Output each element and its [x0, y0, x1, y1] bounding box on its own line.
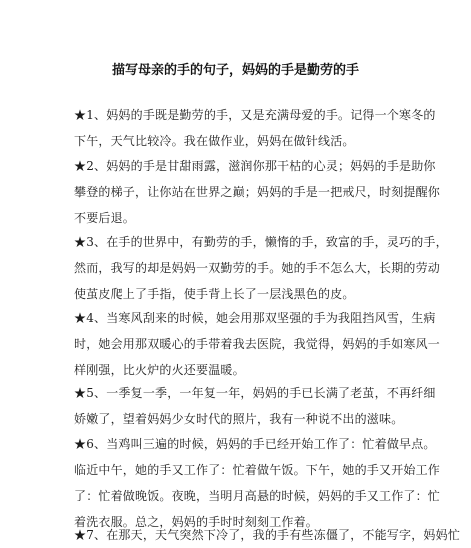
paragraph-3	[74, 229, 448, 307]
paragraph-line: ★3、在手的世界中，有勤劳的手，懒惰的手，致富的手，灵巧的手，	[74, 235, 448, 249]
paragraph-line: 时，她会用那双暖心的手带着我去医院，我觉得，妈妈的手如寒风一	[74, 337, 441, 351]
paragraph-5	[74, 380, 436, 432]
paragraph-line: ★4、当寒风刮来的时候，她会用那双坚强的手为我阻挡风雪，生病	[74, 311, 436, 325]
paragraph-line: 了：忙着做晚饭。夜晚，当明月高悬的时候，妈妈的手又工作了：忙	[74, 489, 441, 503]
paragraph-4	[74, 305, 441, 383]
paragraph-line: 着洗衣服。总之，妈妈的手时时刻刻工作着。	[74, 515, 319, 529]
paragraph-line: 不要后退。	[74, 211, 136, 225]
paragraph-line: 娇嫩了，望着妈妈少女时代的照片，我有一种说不出的滋味。	[74, 412, 404, 426]
paragraph-line: ★2、妈妈的手是甘甜雨露，滋润你那干枯的心灵；妈妈的手是助你	[74, 159, 436, 173]
paragraph-line: ★1、妈妈的手既是勤劳的手，又是充满母爱的手。记得一个寒冬的	[74, 108, 436, 122]
document-title: 描写母亲的手的句子，妈妈的手是勤劳的手	[111, 63, 359, 78]
paragraph-2	[74, 153, 441, 231]
paragraph-7	[74, 522, 461, 548]
paragraph-line: 临近中午，她的手又工作了：忙着做午饭。下午，她的手又开始工作	[74, 463, 441, 477]
paragraph-line: 样刚强，比火炉的火还要温暖。	[74, 363, 245, 377]
paragraph-line: 然而，我写的却是妈妈一双勤劳的手。她的手不怎么大，长期的劳动	[74, 261, 441, 275]
paragraph-line: ★7、在那天，天气突然下冷了，我的手有些冻僵了，不能写字，妈妈忙	[74, 528, 461, 542]
paragraph-6	[74, 431, 441, 535]
paragraph-line: 使茧皮爬上了手指，使手背上长了一层浅黑色的皮。	[74, 287, 355, 301]
paragraph-line: 攀登的梯子，让你站在世界之巅；妈妈的手是一把戒尺，时刻提醒你	[74, 185, 441, 199]
paragraph-line: 下午，天气比较冷。我在做作业，妈妈在做针线活。	[74, 134, 355, 148]
paragraph-line: ★6、当鸡叫三遍的时候，妈妈的手已经开始工作了：忙着做早点。	[74, 437, 436, 451]
paragraph-line: ★5、一季复一季，一年复一年，妈妈的手已长满了老茧，不再纤细	[74, 386, 436, 400]
paragraph-1	[74, 102, 436, 154]
